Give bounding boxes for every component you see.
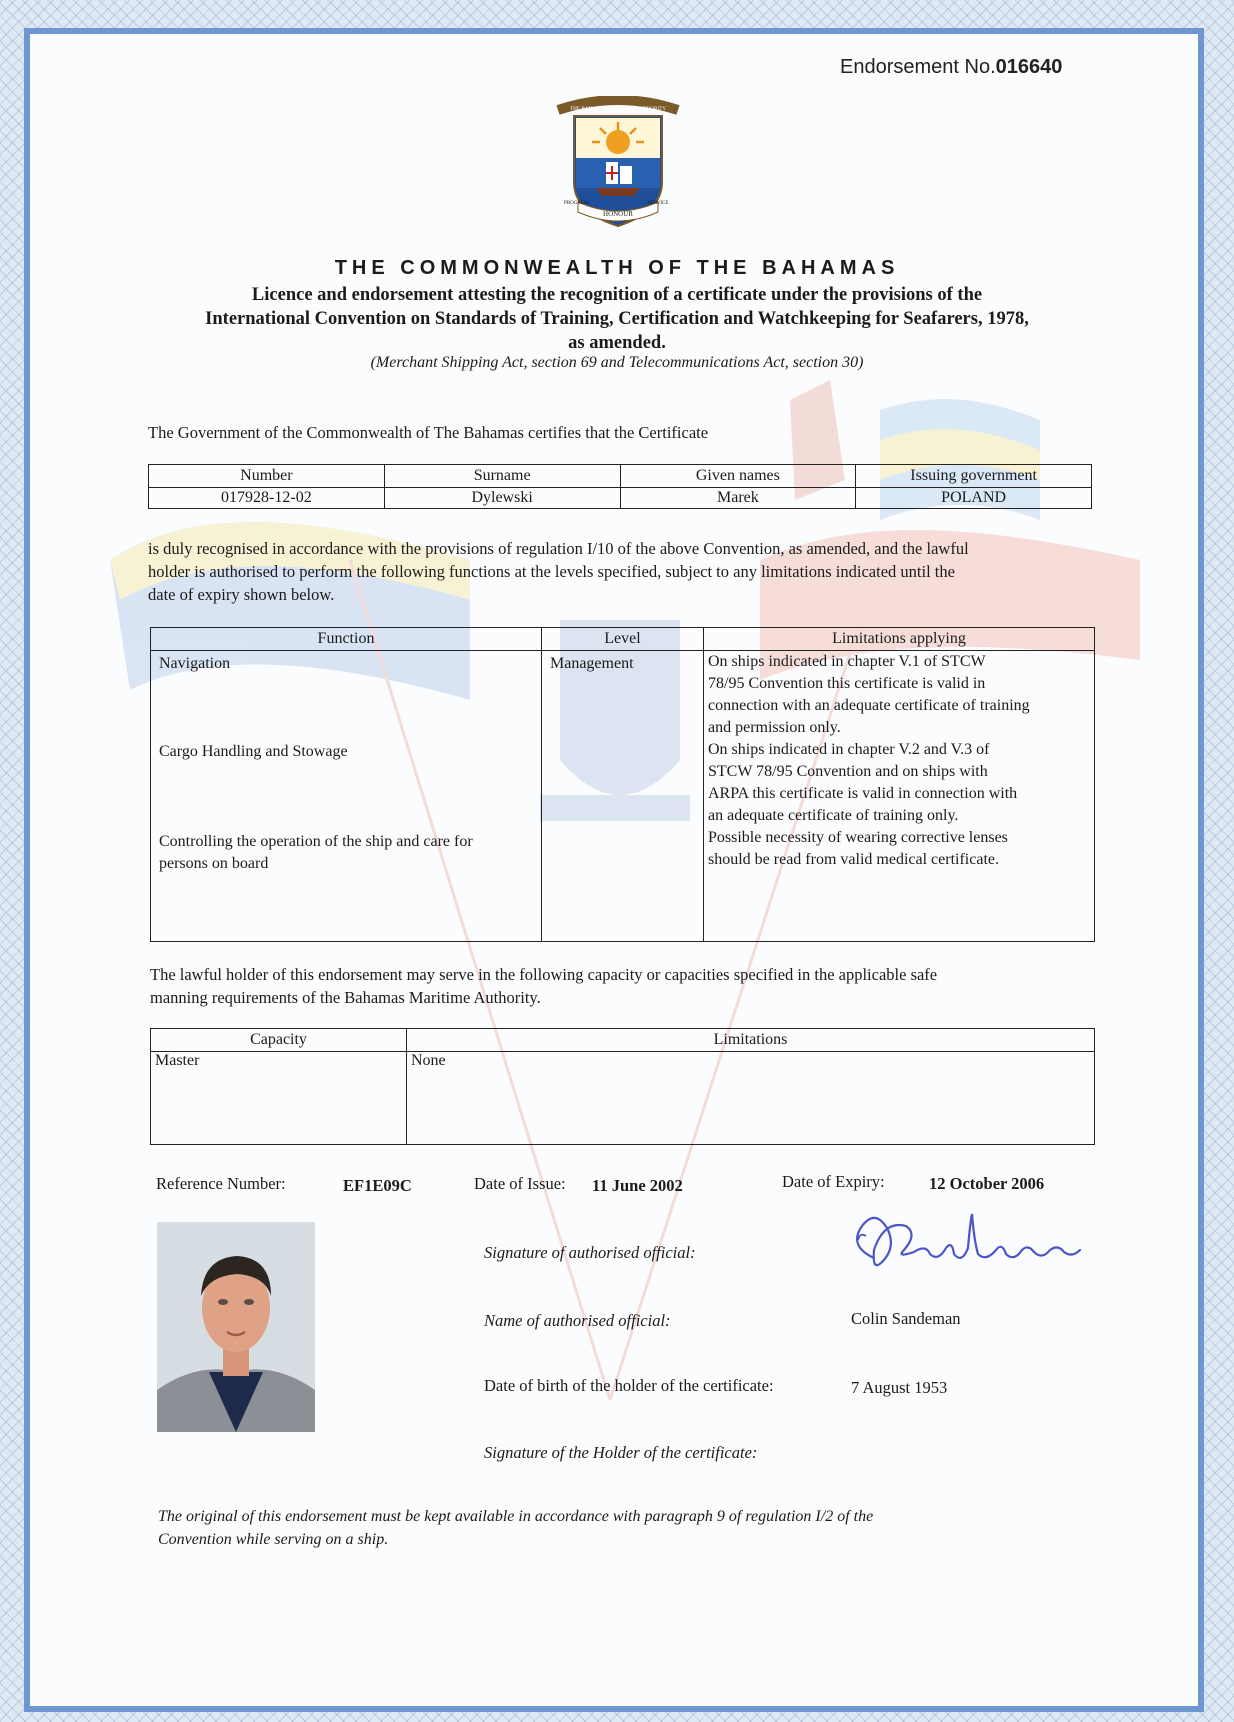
limitation-line: should be read from valid medical certificate. [708,851,999,868]
capacity-header-row [151,1029,1095,1052]
document-heading [130,283,1104,355]
capacity-body-row [151,1052,1095,1145]
reference-label: Reference Number: [156,1174,286,1193]
crest-ribbon-text: HONOUR [603,210,633,218]
expiry-date: 12 October 2006 [929,1174,1045,1193]
header-given-names: Given names [620,465,856,488]
certificate-value-row [149,488,1092,509]
official-signature [844,1200,1084,1282]
official-name: Colin Sandeman [851,1309,961,1328]
official-name-label: Name of authorised official: [484,1311,671,1330]
signature-official-label: Signature of authorised official: [484,1243,696,1262]
header-number: Number [149,465,385,488]
dob-label: Date of birth of the holder of the certificate: [484,1376,774,1395]
limitation-line: an adequate certificate of training only. [708,807,959,824]
bahamas-maritime-authority-crest [548,96,688,234]
function-cargo-handling: Cargo Handling and Stowage [159,743,348,760]
function-navigation: Navigation [159,655,231,672]
header-limitations-applying: Limitations applying [704,628,1095,651]
holder-photo [157,1222,315,1432]
crest-right-word: SERVICE [648,201,669,206]
level-cell [542,651,704,942]
certificate-header-row [149,465,1092,488]
header-issuing-government: Issuing government [856,465,1092,488]
recognition-line-3: date of expiry shown below. [148,585,335,604]
reference-number: EF1E09C [343,1176,412,1195]
endorsement-value: 016640 [995,56,1063,78]
function-controlling-operation: Controlling the operation of the ship and care for [159,833,473,850]
capacity-intro-line-2: manning requirements of the Bahamas Maritime Authority. [150,988,541,1007]
limitations-cell [704,651,1095,942]
legal-acts: (Merchant Shipping Act, section 69 and Telecommunications Act, section 30) [370,354,864,371]
footer-note [158,1505,1058,1551]
endorsement-label: Endorsement No. [840,56,996,78]
capacity-table [150,1028,1095,1145]
header-function: Function [151,628,542,651]
limitation-line: 78/95 Convention this certificate is valid in [708,675,986,692]
footer-line-1: The original of this endorsement must be kept available in accordance with paragraph 9 of regulation I/2 of the [158,1508,874,1525]
header-capacity: Capacity [151,1029,407,1052]
functions-table [150,627,1095,942]
value-surname: Dylewski [384,488,620,509]
value-number: 017928-12-02 [149,488,385,509]
expiry-label: Date of Expiry: [782,1172,885,1191]
functions-header-row [151,628,1095,651]
header-limitations: Limitations [407,1029,1095,1052]
limitation-line: On ships indicated in chapter V.2 and V.3 of [708,741,990,758]
limitation-line: ARPA this certificate is valid in connection with [708,785,1018,802]
certifies-intro: The Government of the Commonwealth of The Bahamas certifies that the Certificate [148,423,709,442]
capacity-intro [150,963,937,1009]
dob-value: 7 August 1953 [851,1378,948,1397]
level-management: Management [550,655,634,672]
function-controlling-operation-cont: persons on board [159,855,269,872]
issue-label: Date of Issue: [474,1174,566,1193]
value-given-names: Marek [620,488,856,509]
header-level: Level [542,628,704,651]
limitation-line: Possible necessity of wearing corrective lenses [708,829,1008,846]
functions-body-row [151,651,1095,942]
limitation-line: STCW 78/95 Convention and on ships with [708,763,988,780]
crest-left-word: PROGRESS [564,201,590,206]
heading-line-1: Licence and endorsement attesting the recognition of a certificate under the provisions of the [251,285,983,305]
heading-line-2: International Convention on Standards of Training, Certification and Watchkeeping for Seafarers, 1978, [205,309,1029,329]
function-cell [151,651,542,942]
heading-line-3: as amended. [568,333,666,353]
header-surname: Surname [384,465,620,488]
capacity-limitation-none: None [407,1052,1095,1145]
limitation-line: and permission only. [708,719,841,736]
holder-signature-label: Signature of the Holder of the certificate: [484,1443,758,1462]
capacity-master: Master [151,1052,407,1145]
country-title: THE COMMONWEALTH OF THE BAHAMAS [334,257,900,279]
capacity-intro-line-1: The lawful holder of this endorsement may serve in the following capacity or capacities specified in the applicable safe [150,965,938,984]
issue-date: 11 June 2002 [592,1176,683,1195]
limitation-line: connection with an adequate certificate of training [708,697,1030,714]
footer-line-2: Convention while serving on a ship. [158,1531,389,1548]
crest-top-text: THE BAHAMAS MARITIME AUTHORITY [569,106,667,112]
recognition-text [148,537,969,606]
limitation-line: On ships indicated in chapter V.1 of STCW [708,653,986,670]
recognition-line-2: holder is authorised to perform the following functions at the levels specified, subject to any limitations indicated until the [148,562,955,581]
endorsement-number [840,56,1062,79]
certificate-table [148,464,1092,509]
value-issuing-government: POLAND [856,488,1092,509]
recognition-line-1: is duly recognised in accordance with the provisions of regulation I/10 of the above Convention, as amended, and the lawful [148,539,969,558]
